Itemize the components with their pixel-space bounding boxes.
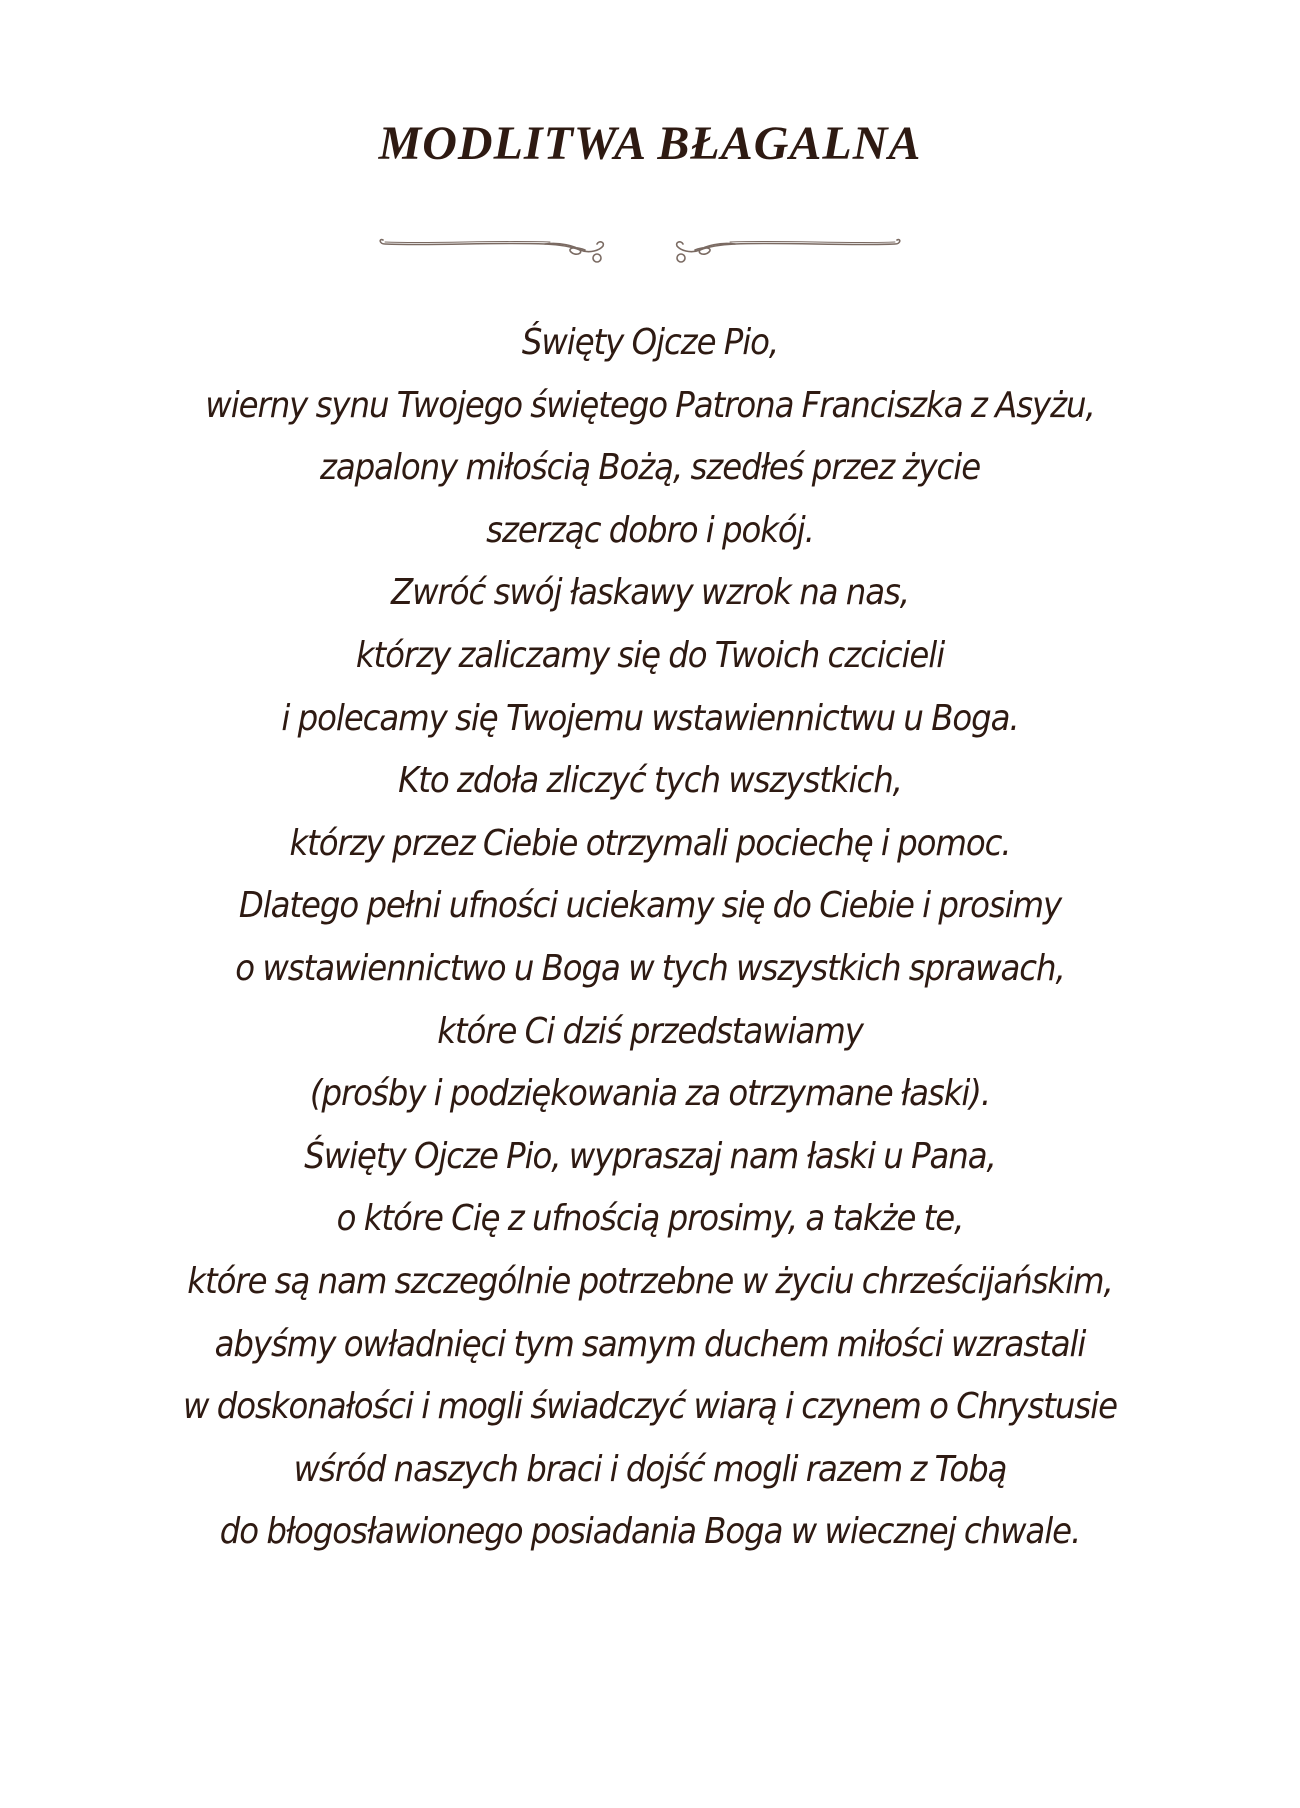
prayer-line: wierny synu Twojego świętego Patrona Franciszka z Asyżu,: [205, 384, 1095, 426]
prayer-line: Święty Ojcze Pio,: [521, 322, 779, 363]
prayer-line: Zwróć swój łaskawy wzrok na nas,: [390, 572, 909, 614]
prayer-line: szerząc dobro i pokój.: [486, 509, 814, 551]
page-title: MODLITWA BŁAGALNA: [378, 117, 922, 170]
prayer-line: które są nam szczególnie potrzebne w życiu chrześcijańskim,: [187, 1260, 1113, 1302]
prayer-line: Święty Ojcze Pio, wypraszaj nam łaski u Pana,: [304, 1135, 996, 1177]
prayer-line: Kto zdoła zliczyć tych wszystkich,: [398, 760, 902, 802]
prayer-text: [101, 312, 1199, 1564]
prayer-line: o wstawiennictwo u Boga w tych wszystkich sprawach,: [235, 947, 1065, 989]
flourish-divider-icon: [375, 228, 905, 268]
prayer-line: Dlatego pełni ufności uciekamy się do Ciebie i prosimy: [238, 885, 1062, 927]
prayer-line: do błogosławionego posiadania Boga w wiecznej chwale.: [219, 1511, 1081, 1553]
prayer-line: zapalony miłością Bożą, szedłeś przez życie: [319, 447, 981, 489]
prayer-line: i polecamy się Twojemu wstawiennictwu u Boga.: [281, 697, 1019, 739]
prayer-line: (prośby i podziękowania za otrzymane łaski).: [309, 1073, 991, 1115]
prayer-line: o które Cię z ufnością prosimy, a także te,: [336, 1198, 964, 1240]
prayer-line: którzy zaliczamy się do Twoich czcicieli: [355, 634, 945, 676]
prayer-line: które Ci dziś przedstawiamy: [437, 1010, 863, 1052]
prayer-line: którzy przez Ciebie otrzymali pociechę i pomoc.: [289, 822, 1011, 864]
prayer-line: wśród naszych braci i dojść mogli razem z Tobą: [293, 1448, 1007, 1490]
prayer-line: abyśmy owładnięci tym samym duchem miłości wzrastali: [214, 1323, 1086, 1365]
prayer-line: w doskonałości i mogli świadczyć wiarą i czynem o Chrystusie: [183, 1386, 1117, 1428]
